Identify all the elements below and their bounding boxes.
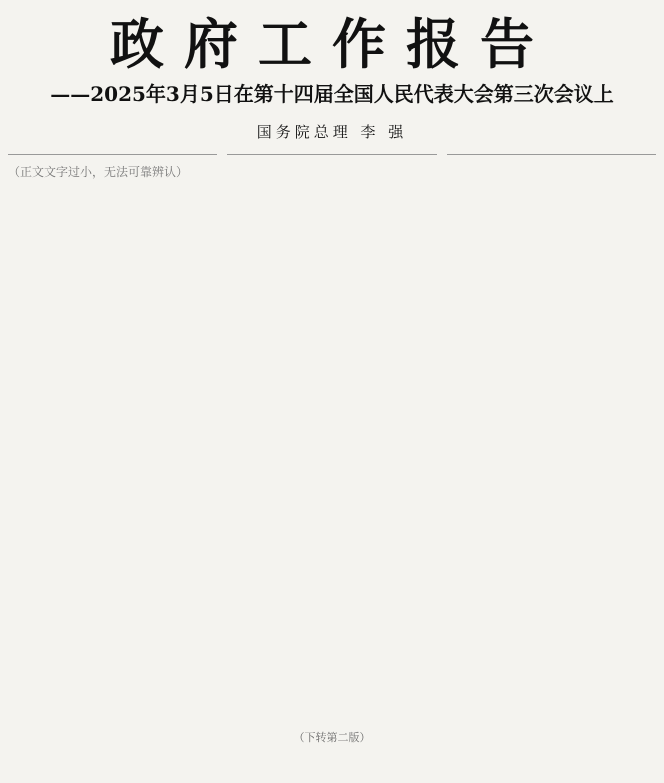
subtitle: ——2025年3月5日在第十四届全国人民代表大会第三次会议上 xyxy=(50,82,614,106)
article-columns xyxy=(8,154,656,723)
column-2 xyxy=(227,154,436,723)
column-1 xyxy=(8,154,217,723)
page-title: 政府工作报告 xyxy=(110,12,554,76)
continuation-note: （下转第二版） xyxy=(293,731,371,744)
column-3 xyxy=(447,154,656,723)
author-line: 国务院总理 李 强 xyxy=(256,123,408,141)
column-1-placeholder: （正文文字过小，无法可靠辨认） xyxy=(8,165,189,179)
